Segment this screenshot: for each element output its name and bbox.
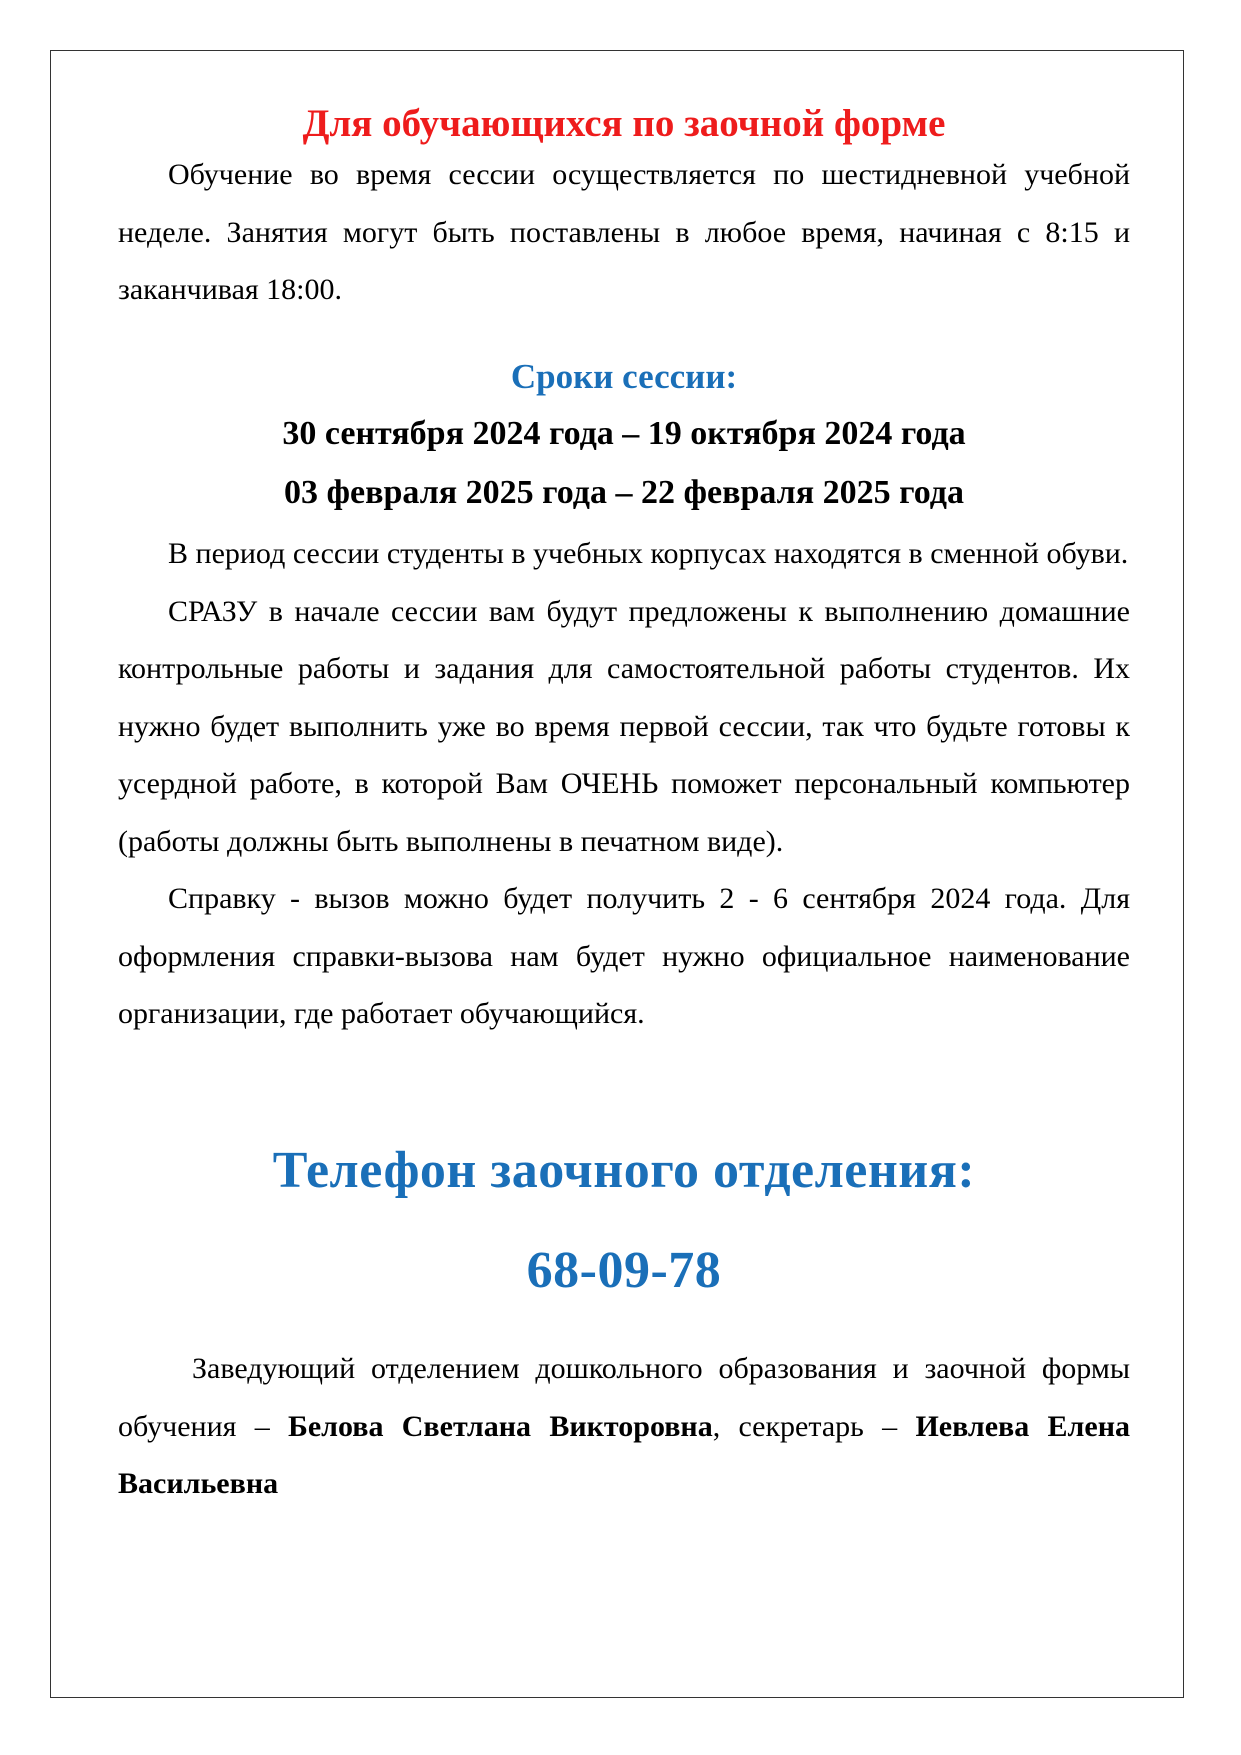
- phone-heading: Телефон заочного отделения:: [272, 1142, 976, 1199]
- certificate-paragraph: Справку - вызов можно будет получить 2 - 6 сентября 2024 года. Для оформления справки-вызова нам будет нужно официальное наименование организации, где работает обучающийся.: [118, 882, 1130, 1030]
- schedule-paragraph: Обучение во время сессии осуществляется по шестидневной учебной неделе. Занятия могут быть поставлены в любое время, начиная с 8:15 и заканчивая 18:00.: [118, 158, 1130, 306]
- phone-number: 68-09-78: [526, 1242, 722, 1299]
- session-date-autumn: 30 сентября 2024 года – 19 октября 2024 года: [282, 415, 966, 452]
- assignments-paragraph: СРАЗУ в начале сессии вам будут предложены к выполнению домашние контрольные работы и задания для самостоятельной работы студентов. Их нужно будет выполнить уже во время первой сессии, так что будьте готовы к усердной работе, в которой Вам ОЧЕНЬ поможет персональный компьютер (работы должны быть выполнены в печатном виде).: [118, 594, 1130, 858]
- department-head-name: Белова Светлана Викторовна: [288, 1409, 713, 1443]
- staff-section: [118, 1340, 1130, 1513]
- schedule-section: [118, 146, 1130, 319]
- shoes-paragraph: В период сессии студенты в учебных корпусах находятся в сменной обуви.: [168, 537, 1129, 570]
- secretary-name: Иевлева Елена Васильевна: [118, 1409, 1130, 1500]
- staff-intro-text: Заведующий отделением дошкольного образования и заочной формы обучения –: [118, 1352, 1130, 1443]
- session-heading: Сроки сессии:: [510, 357, 738, 396]
- session-date-winter: 03 февраля 2025 года – 22 февраля 2025 года: [284, 474, 964, 511]
- notes-section: [118, 525, 1130, 1043]
- staff-paragraph: [118, 1340, 1130, 1513]
- staff-separator-text: , секретарь –: [712, 1409, 916, 1443]
- page-title: Для обучающихся по заочной форме: [302, 102, 946, 145]
